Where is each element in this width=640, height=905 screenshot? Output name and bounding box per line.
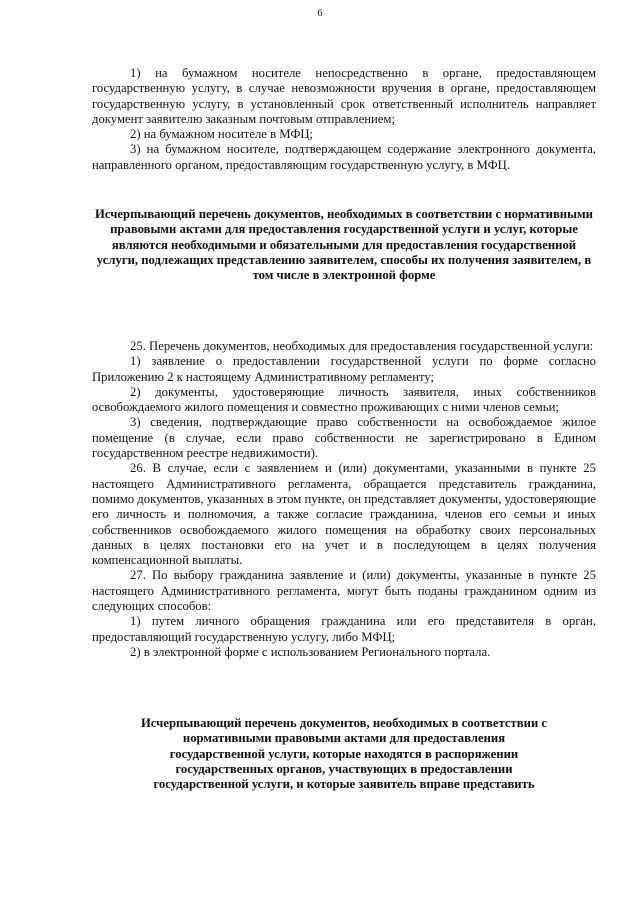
section-heading: Исчерпывающий перечень документов, необходимых в соответствии с нормативными правовыми актами для предоставления государственной услуги, которые находятся в распоряжении государственных органов, участвующих в предоставлении государственной услуги, и которые заявитель вправе представить: [140, 716, 548, 792]
documents-list-block: [92, 339, 596, 660]
paragraph: 27. По выбору гражданина заявление и (или) документы, указанные в пункте 25 настоящего Административного регламента, могут быть поданы гражданином одним из следующих способов:: [92, 568, 596, 614]
delivery-methods-block: [92, 66, 596, 173]
paragraph: 1) заявление о предоставлении государственной услуги по форме согласно Приложению 2 к настоящему Административному регламенту;: [92, 354, 596, 384]
paragraph: 2) документы, удостоверяющие личность заявителя, иных собственников освобождаемого жилого помещения и совместно проживающих с ними членов семьи;: [92, 384, 596, 415]
paragraph: 3) на бумажном носителе, подтверждающем содержание электронного документа, направленного органом, предоставляющим государственную услугу, в МФЦ.: [92, 142, 596, 172]
paragraph: 2) на бумажном носителе в МФЦ;: [130, 127, 314, 142]
section-heading: Исчерпывающий перечень документов, необходимых в соответствии с нормативными правовыми актами для предоставления государственной услуги и услуг, которые являются необходимыми и обязательными для предоставления государственной услуги, подлежащих представлению заявителем, способы их получения заявителем, в том числе в электронной форме: [95, 207, 593, 283]
page-number: 6: [317, 8, 323, 19]
paragraph: 1) путем личного обращения гражданина или его представителя в орган, предоставляющий государственную услугу, либо МФЦ;: [92, 614, 596, 644]
paragraph: 25. Перечень документов, необходимых для предоставления государственной услуги:: [130, 339, 594, 353]
paragraph: 2) в электронной форме с использованием Регионального портала.: [130, 644, 491, 659]
paragraph: 26. В случае, если с заявлением и (или) документами, указанными в пункте 25 настоящего Административного регламента, обращается представитель гражданина, помимо документов, указанных в этом пункте, он представляет документы, удостоверяющие его личность и полномочия, а также согласие гражданина, членов его семьи и иных собственников освобождаемого жилого помещения на обработку своих персональных данных в целях постановки его на учет и в последующем в целях получения компенсационной выплаты.: [92, 461, 596, 568]
paragraph: 1) на бумажном носителе непосредственно в органе, предоставляющем государственную услугу, в случае невозможности вручения в органе, предоставляющем государственную услугу, в установленный срок ответственный исполнитель направляет документ заявителю заказным почтовым отправлением;: [92, 66, 596, 126]
paragraph: 3) сведения, подтверждающие право собственности на освобождаемое жилое помещение (в случае, если право собственности не зарегистрировано в Едином государственном реестре недвижимости).: [92, 415, 596, 461]
